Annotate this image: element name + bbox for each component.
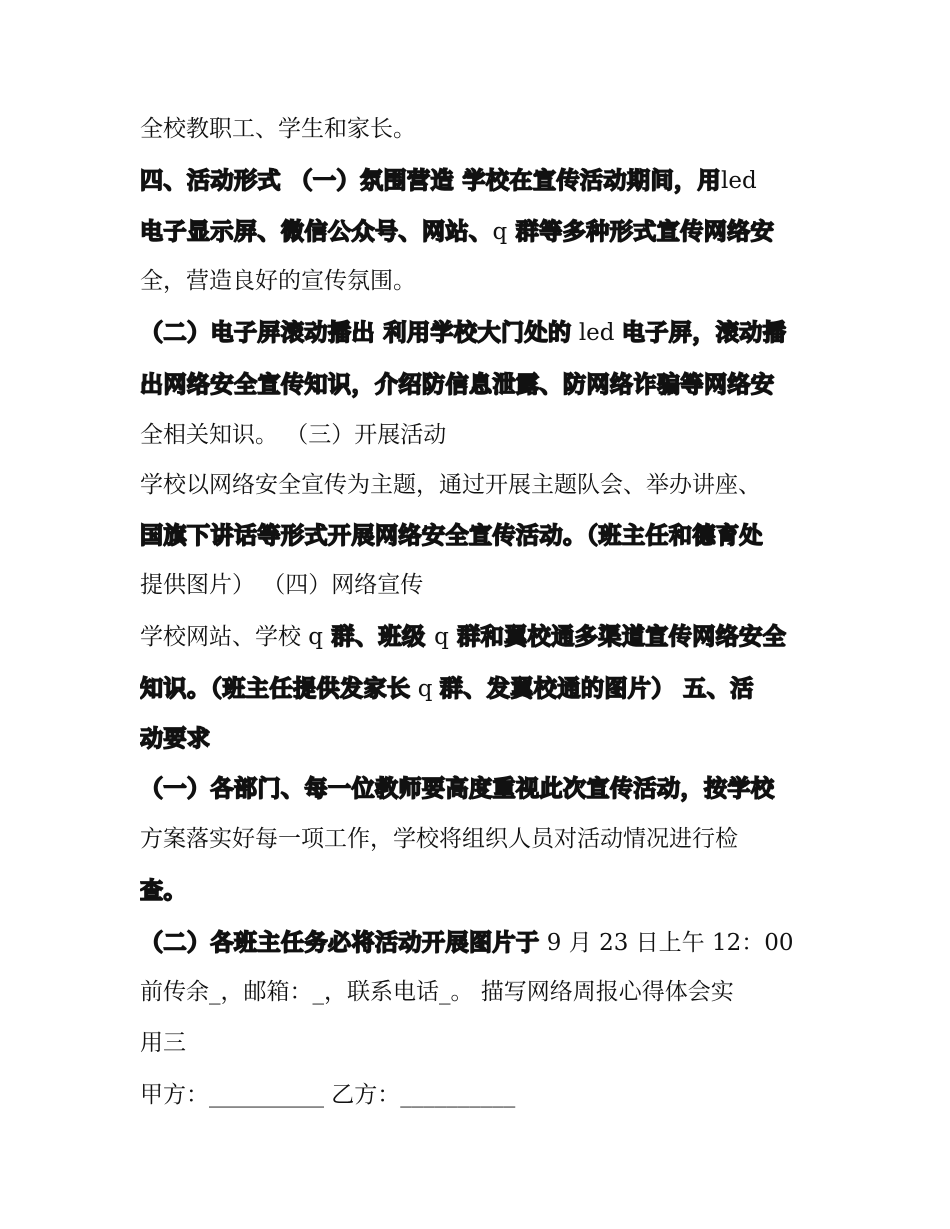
text-segment: q	[492, 219, 508, 245]
text-segment: 9 月 23 日上午 12：00	[539, 930, 794, 956]
text-line	[140, 164, 830, 198]
text-segment: 国旗下讲话等形式开展网络安全宣传活动。（班主任和德育处	[140, 522, 763, 549]
text-line	[140, 620, 830, 654]
signature-line	[140, 1078, 830, 1112]
text-segment: 出网络安全宣传知识，介绍防信息泄露、防网络诈骗等网络安	[140, 371, 775, 398]
text-line	[140, 468, 830, 502]
text-line	[140, 722, 830, 756]
text-segment: 群、班级	[323, 623, 435, 650]
text-line	[140, 1026, 830, 1060]
text-segment: led	[571, 320, 622, 346]
text-line	[140, 926, 830, 960]
text-segment: （二）电子屏滚动播出 利用学校大门处的	[140, 319, 572, 346]
text-segment: 用三	[140, 1030, 186, 1056]
text-segment: 动要求	[140, 725, 211, 752]
text-segment: 前传余_，邮箱：_，联系电话_。 描写网络周报心得体会实	[140, 979, 734, 1005]
text-segment: 全相关知识。 （三）开展活动	[140, 422, 447, 448]
text-segment: 电子屏，滚动播	[621, 319, 787, 346]
text-line	[140, 316, 830, 350]
text-segment: 方案落实好每一项工作，学校将组织人员对活动情况进行检	[140, 826, 738, 852]
text-segment: 电子显示屏、微信公众号、网站、	[140, 218, 493, 245]
text-segment: 四、活动形式 （一）氛围营造 学校在宣传活动期间，用	[140, 167, 722, 194]
text-line	[140, 772, 830, 806]
text-segment: 群等多种形式宣传网络安	[507, 218, 775, 245]
text-segment: q	[410, 676, 440, 702]
text-segment: （一）各部门、每一位教师要高度重视此次宣传活动，按学校	[140, 775, 775, 802]
text-segment: 甲方：__________ 乙方：__________	[140, 1082, 516, 1108]
text-line	[140, 568, 830, 602]
text-line	[140, 672, 830, 706]
text-segment: 全校教职工、学生和家长。	[140, 116, 416, 142]
text-segment: 知识。（班主任提供发家长	[140, 675, 411, 702]
text-segment: 学校网站、学校 q	[140, 624, 324, 650]
text-segment: 查。	[140, 877, 187, 904]
text-line	[140, 975, 830, 1009]
text-segment: 提供图片） （四）网络宣传	[140, 572, 424, 598]
text-segment: 群和翼校通多渠道宣传网络安全	[448, 623, 787, 650]
text-line	[140, 418, 830, 452]
text-line	[140, 368, 830, 402]
text-line	[140, 215, 830, 249]
text-segment: （二）各班主任务必将活动开展图片于	[140, 929, 540, 956]
text-segment: 群、发翼校通的图片） 五、活	[439, 675, 754, 702]
text-segment: q	[434, 624, 449, 650]
text-line	[140, 264, 830, 298]
text-line	[140, 822, 830, 856]
text-segment: led	[721, 168, 757, 194]
text-line	[140, 112, 830, 146]
text-line	[140, 874, 830, 908]
text-segment: 学校以网络安全宣传为主题，通过开展主题队会、举办讲座、	[140, 472, 761, 498]
text-line	[140, 519, 830, 553]
text-segment: 全，营造良好的宣传氛围。	[140, 268, 416, 294]
